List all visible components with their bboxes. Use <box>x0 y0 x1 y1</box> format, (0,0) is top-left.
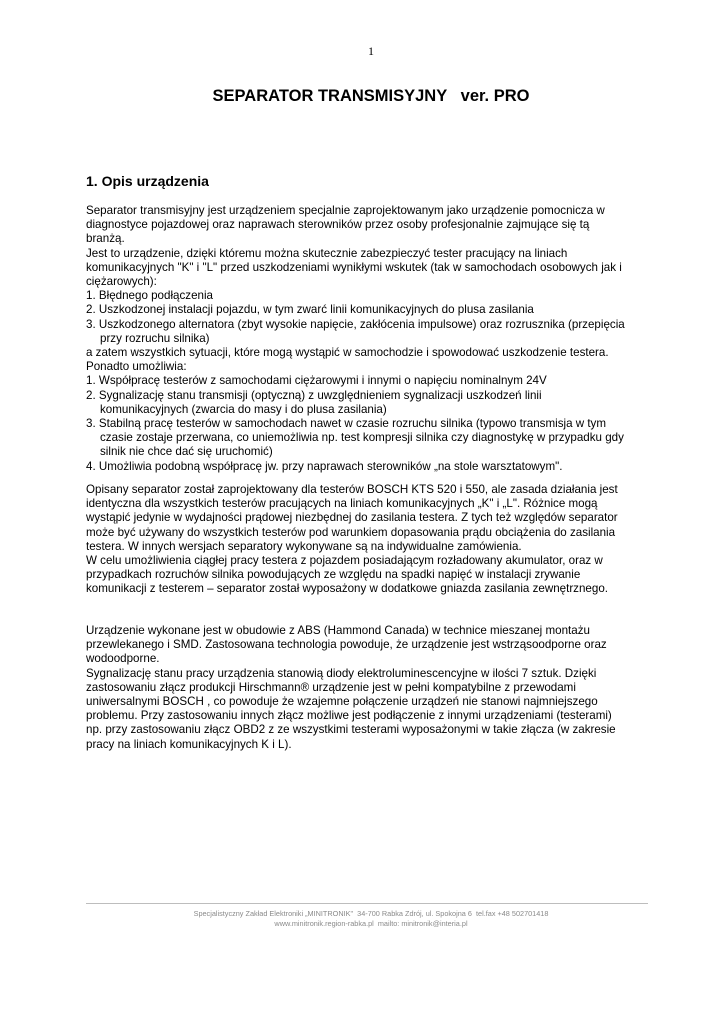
section-heading: 1. Opis urządzenia <box>86 173 209 189</box>
list-item-continuation: czasie zostaje przerwana, co uniemożliwia np. test kompresji silnika czy diagnostykę w przypadku gdy <box>100 431 624 445</box>
list-item: 2. Uszkodzonej instalacji pojazdu, w tym zwarć linii komunikacyjnych do plusa zasilania <box>86 303 534 317</box>
page-number: 1 <box>368 44 374 58</box>
text-line: Sygnalizację stanu pracy urządzenia stanowią diody elektroluminescencyjne w ilości 7 sztuk. Dzięki <box>86 666 597 680</box>
paragraph-description <box>86 204 666 474</box>
text-line: branżą. <box>86 232 125 246</box>
list-item-continuation: komunikacyjnych (zwarcia do masy i do plusa zasilania) <box>100 402 387 416</box>
list-item: 2. Sygnalizację stanu transmisji (optyczną) z uwzględnieniem sygnalizacji uszkodzeń linii <box>86 388 542 402</box>
text-line: przewlekanego i SMD. Zastosowana technologia powoduje, że urządzenie jest wstrząsoodporne oraz <box>86 638 607 652</box>
text-line: Ponadto umożliwia: <box>86 360 187 374</box>
footer-contact-line: www.minitronik.region-rabka.pl mailto: minitronik@interia.pl <box>274 919 468 928</box>
footer-company-line: Specjalistyczny Zakład Elektroniki „MINITRONIK" 34-700 Rabka Zdrój, ul. Spokojna 6 tel.fax +48 502701418 <box>193 909 549 918</box>
text-line: może być używany do wszystkich testerów pod warunkiem dopasowania prądu obciążenia do zasilania <box>86 525 616 539</box>
list-item-continuation: przy rozruchu silnika) <box>100 331 210 345</box>
text-line: Opisany separator został zaprojektowany dla testerów BOSCH KTS 520 i 550, ale zasada działania jest <box>86 483 618 496</box>
text-line: W celu umożliwienia ciągłej pracy testera z pojazdem posiadającym rozładowany akumulator, oraz w <box>86 554 603 568</box>
text-line: komunikacyjnych "K" i "L" przed uszkodzeniami wynikłymi wskutek (tak w samochodach osobowych jak i <box>86 260 622 274</box>
text-line: a zatem wszystkich sytuacji, które mogą wystąpić w samochodzie i spowodować uszkodzenie testera. <box>86 346 609 360</box>
text-line: pracy na liniach komunikacyjnych K i L). <box>86 737 292 751</box>
text-line: uniwersalnymi BOSCH , co powoduje że wzajemne połączenie urządzeń nie stanowi najmniejszego <box>86 695 598 709</box>
text-line: ciężarowych): <box>86 275 157 289</box>
text-line: przypadkach rozruchów silnika powodujących ze względu na spadki napięć w instalacji zrywanie <box>86 568 581 582</box>
text-line: wodoodporne. <box>86 652 160 666</box>
paragraph-compatibility <box>86 483 666 597</box>
text-line: Separator transmisyjny jest urządzeniem specjalnie zaprojektowanym jako urządzenie pomocnicza w <box>86 204 605 217</box>
list-item: 4. Umożliwia podobną współpracę jw. przy naprawach sterowników „na stole warsztatowym". <box>86 459 563 473</box>
text-line: problemu. Przy zastosowaniu innych złącz możliwe jest podłączenie z innymi urządzeniami (testerami) <box>86 709 612 723</box>
text-line: identyczna dla wszystkich testerów pracujących na liniach komunikacyjnych „K" i „L". Różnice mogą <box>86 497 598 511</box>
text-line: testera. W innych wersjach separatory wykonywane są na indywidualne zamówienia. <box>86 539 522 553</box>
list-item: 1. Współpracę testerów z samochodami ciężarowymi i innymi o napięciu nominalnym 24V <box>86 374 547 388</box>
text-line: wystąpić jedynie w wydajności prądowej niezbędnej do zasilania testera. Z tych też względów separator <box>86 511 618 525</box>
page-title: SEPARATOR TRANSMISYJNY ver. PRO <box>212 87 530 105</box>
footer-divider <box>86 903 648 904</box>
list-item: 3. Stabilną pracę testerów w samochodach nawet w czasie rozruchu silnika (typowo transmisja w tym <box>86 417 607 431</box>
list-item: 3. Uszkodzonego alternatora (zbyt wysokie napięcie, zakłócenia impulsowe) oraz rozrusznika (przepięcia <box>86 317 625 331</box>
text-line: komunikacji z testerem – separator został wyposażony w dodatkowe gniazda zasilania zewnętrznego. <box>86 582 608 596</box>
footer <box>0 909 724 929</box>
paragraph-construction <box>86 624 666 752</box>
text-line: Jest to urządzenie, dzięki któremu można skutecznie zabezpieczyć tester pracujący na liniach <box>86 246 568 260</box>
text-line: zastosowaniu złącz produkcji Hirschmann® urządzenie jest w pełni kompatybilne z przewodami <box>86 680 576 694</box>
text-line: diagnostyce pojazdowej oraz naprawach sterowników przez osoby profesjonalnie zajmujące się tą <box>86 218 590 232</box>
text-line: np. przy zastosowaniu złącz OBD2 z ze wszystkimi testerami wyposażonymi w takie złącza (w zakresie <box>86 723 616 737</box>
list-item-continuation: silnik nie chce dać się uruchomić) <box>100 445 273 459</box>
list-item: 1. Błędnego podłączenia <box>86 289 213 303</box>
text-line: Urządzenie wykonane jest w obudowie z ABS (Hammond Canada) w technice mieszanej montażu <box>86 624 590 637</box>
